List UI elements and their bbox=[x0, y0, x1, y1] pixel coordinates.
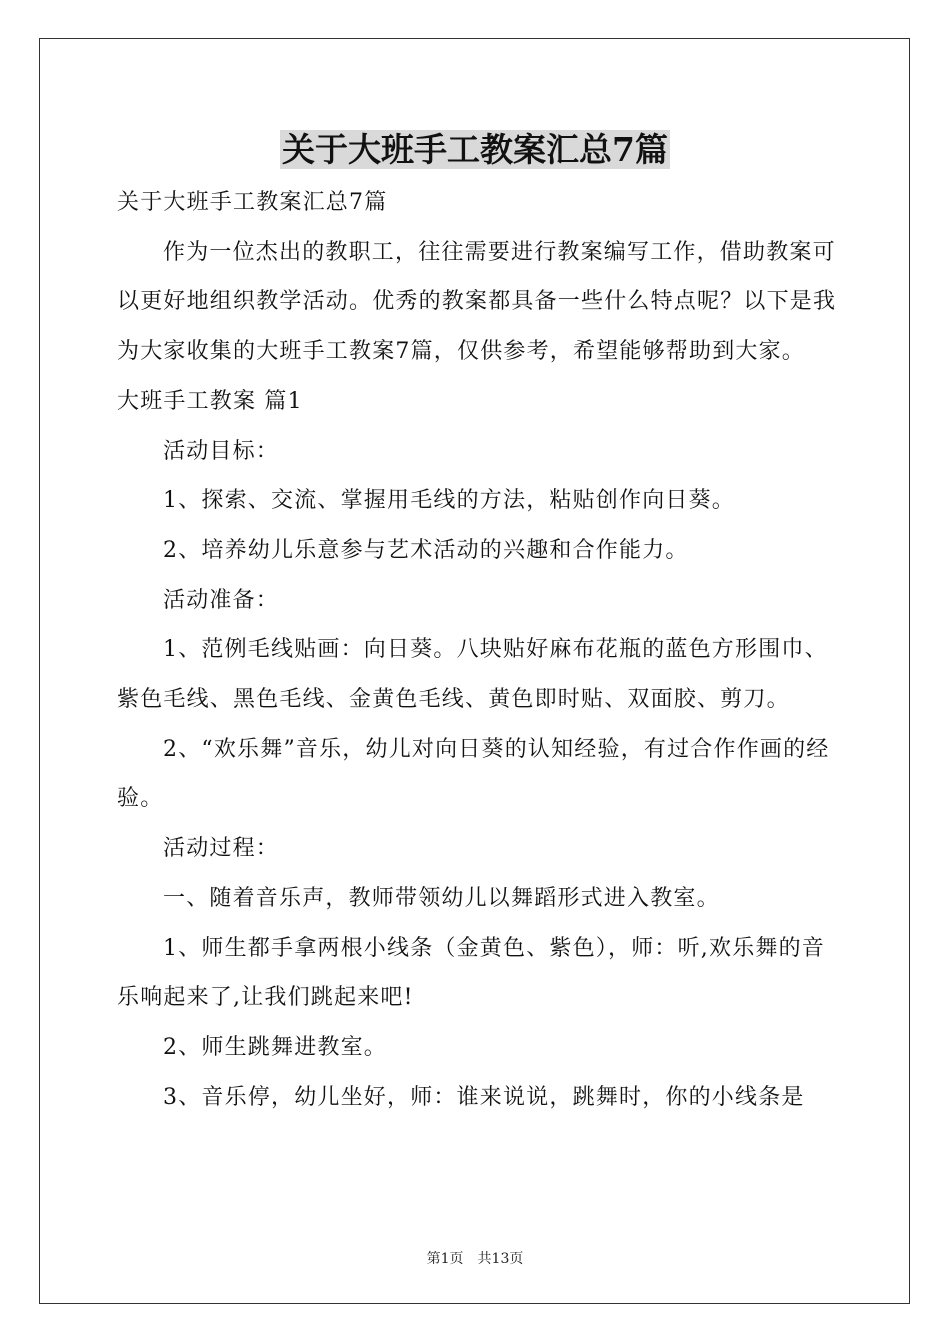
section-heading: 大班手工教案 篇1 bbox=[117, 388, 303, 414]
paragraph: 活动准备： bbox=[163, 587, 280, 613]
paragraph: 关于大班手工教案汇总7篇 bbox=[117, 190, 388, 215]
paragraph: 3、音乐停，幼儿坐好，师：谁来说说，跳舞时，你的小线条是 bbox=[163, 1084, 805, 1110]
page-footer: 第1页 共13页 bbox=[426, 1251, 524, 1267]
paragraph: 2、师生跳舞进教室。 bbox=[163, 1034, 387, 1060]
paragraph: 2、培养幼儿乐意参与艺术活动的兴趣和合作能力。 bbox=[163, 537, 689, 563]
paragraph: 1、师生都手拿两根小线条（金黄色、紫色），师：听,欢乐舞的音乐响起来了,让我们跳起来吧! bbox=[117, 935, 825, 1011]
document-body bbox=[117, 178, 837, 1122]
paragraph: 一、随着音乐声，教师带领幼儿以舞蹈形式进入教室。 bbox=[163, 885, 720, 911]
paragraph: 1、探索、交流、掌握用毛线的方法，粘贴创作向日葵。 bbox=[163, 488, 735, 514]
paragraph: 2、“欢乐舞”音乐，幼儿对向日葵的认知经验，有过合作作画的经验。 bbox=[117, 736, 830, 812]
paragraph: 1、范例毛线贴画：向日葵。八块贴好麻布花瓶的蓝色方形围巾、紫色毛线、黑色毛线、金黄色毛线、黄色即时贴、双面胶、剪刀。 bbox=[117, 637, 828, 713]
document-title: 关于大班手工教案汇总7篇 bbox=[282, 130, 668, 169]
paragraph: 活动目标： bbox=[163, 438, 280, 464]
paragraph: 活动过程： bbox=[163, 836, 280, 862]
paragraph: 作为一位杰出的教职工，往往需要进行教案编写工作，借助教案可以更好地组织教学活动。优秀的教案都具备一些什么特点呢？以下是我为大家收集的大班手工教案7篇，仅供参考，希望能够帮助到大家。 bbox=[117, 239, 837, 365]
